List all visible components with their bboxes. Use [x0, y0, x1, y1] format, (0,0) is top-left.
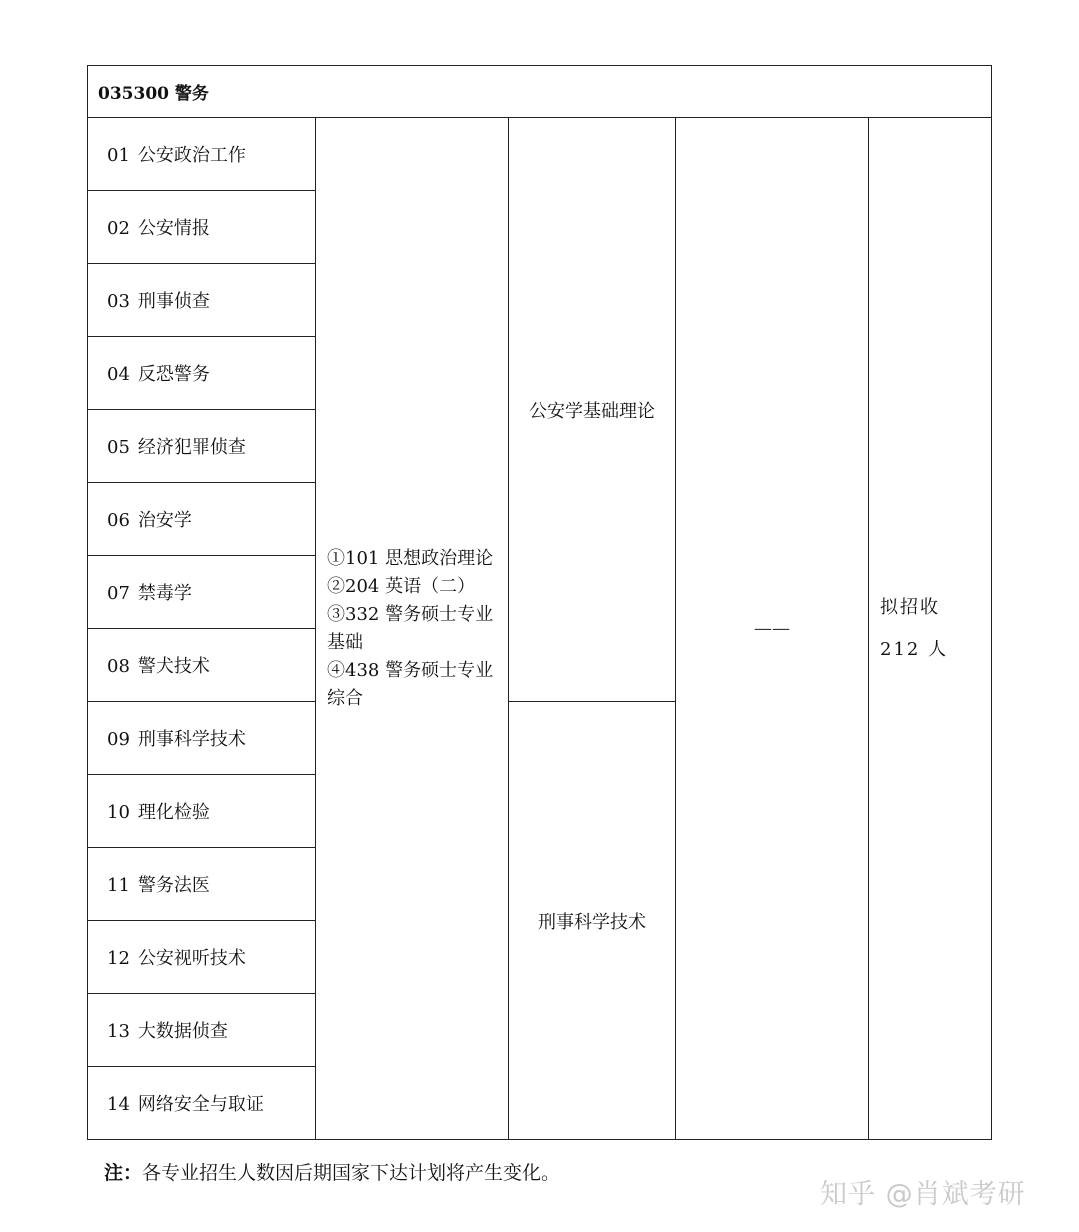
direction-code: 05 — [107, 437, 130, 458]
direction-cell — [88, 337, 316, 410]
direction-code: 09 — [107, 729, 130, 750]
table-row — [88, 118, 992, 191]
direction-name: 刑事侦查 — [137, 291, 210, 312]
direction-code: 10 — [107, 802, 130, 823]
direction-cell — [88, 629, 316, 702]
retest-course-cell: 刑事科学技术 — [509, 702, 676, 1140]
exam-subject: ④438 警务硕士专业综合 — [327, 659, 494, 709]
exam-subjects-cell — [316, 118, 509, 1140]
direction-name: 刑事科学技术 — [137, 729, 246, 750]
exam-subject: ②204 英语（二） — [327, 575, 476, 597]
direction-code: 01 — [107, 145, 130, 166]
direction-cell — [88, 848, 316, 921]
direction-name: 警犬技术 — [137, 656, 210, 677]
direction-code: 11 — [107, 875, 130, 896]
direction-cell — [88, 702, 316, 775]
direction-name: 公安政治工作 — [137, 145, 246, 166]
direction-code: 02 — [107, 218, 130, 239]
direction-name: 经济犯罪侦查 — [137, 437, 246, 458]
direction-name: 反恐警务 — [137, 364, 210, 385]
direction-name: 治安学 — [137, 510, 192, 531]
direction-name: 禁毒学 — [137, 583, 192, 604]
direction-cell — [88, 191, 316, 264]
direction-name: 大数据侦查 — [137, 1021, 228, 1042]
watermark: 知乎 @肖斌考研 — [820, 1179, 1026, 1210]
quota-cell: 拟招收 212 人 — [869, 118, 992, 1140]
direction-name: 网络安全与取证 — [137, 1094, 264, 1115]
direction-code: 06 — [107, 510, 130, 531]
footnote-label: 注： — [104, 1162, 143, 1184]
retest-course-cell: 公安学基础理论 — [509, 118, 676, 702]
exam-subject: ③332 警务硕士专业基础 — [327, 603, 494, 653]
exam-subject: ①101 思想政治理论 — [327, 547, 494, 569]
direction-cell — [88, 483, 316, 556]
direction-code: 13 — [107, 1021, 130, 1042]
direction-name: 理化检验 — [137, 802, 210, 823]
direction-code: 08 — [107, 656, 130, 677]
footnote — [104, 1158, 560, 1185]
direction-code: 07 — [107, 583, 130, 604]
direction-cell — [88, 556, 316, 629]
direction-code: 04 — [107, 364, 130, 385]
direction-code: 14 — [107, 1094, 130, 1115]
direction-cell — [88, 264, 316, 337]
direction-cell — [88, 775, 316, 848]
remarks-cell: —— — [676, 118, 869, 1140]
direction-code: 12 — [107, 948, 130, 969]
direction-cell — [88, 118, 316, 191]
direction-name: 公安情报 — [137, 218, 210, 239]
direction-cell — [88, 994, 316, 1067]
direction-cell — [88, 410, 316, 483]
enrollment-table — [87, 65, 992, 1140]
direction-cell — [88, 921, 316, 994]
footnote-text: 各专业招生人数因后期国家下达计划将产生变化。 — [142, 1162, 561, 1184]
major-header: 035300 警务 — [88, 66, 992, 118]
direction-name: 警务法医 — [137, 875, 210, 896]
direction-cell — [88, 1067, 316, 1140]
direction-code: 03 — [107, 291, 130, 312]
direction-name: 公安视听技术 — [137, 948, 246, 969]
